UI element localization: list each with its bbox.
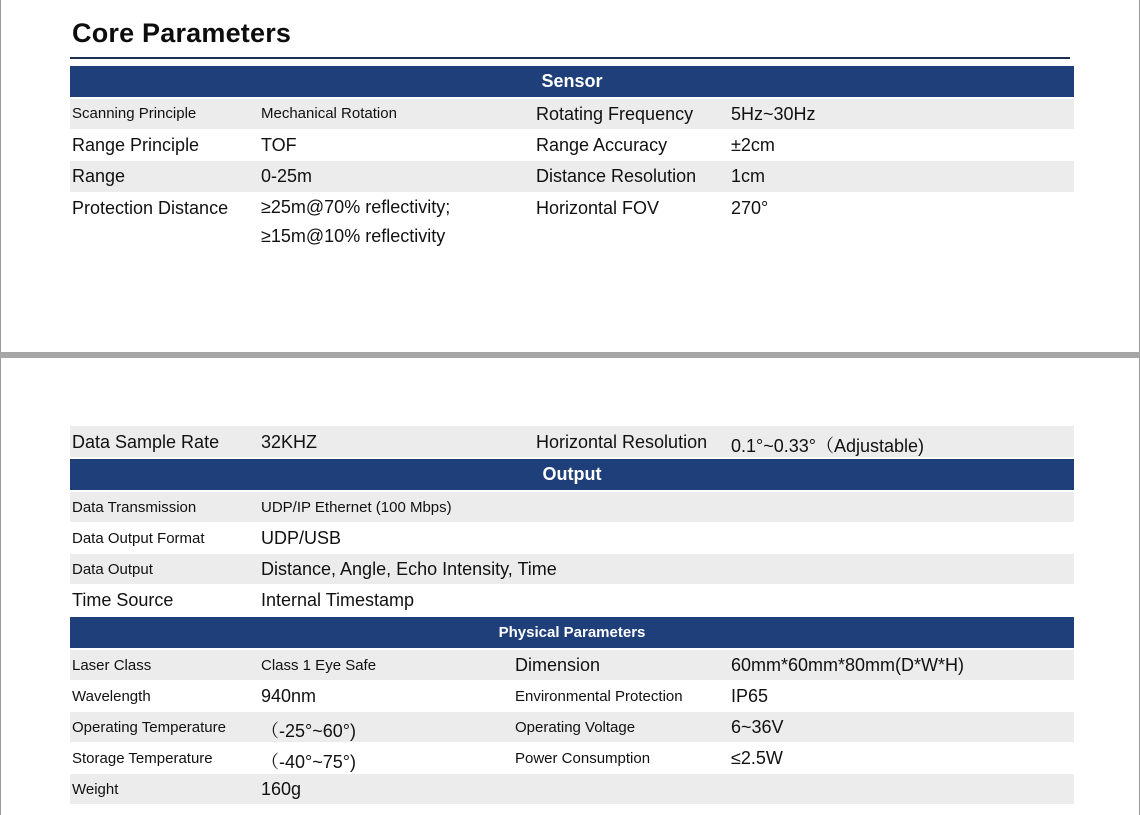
param-value: 6~36V [731,717,784,737]
param-label: Range Accuracy [536,135,668,155]
param-label: Data Output Format [72,530,205,547]
param-label: Horizontal FOV [536,198,660,218]
param-value: （-25°~60°) [261,721,356,741]
table-row [70,161,1074,192]
title-underline [70,57,1070,59]
param-value: Mechanical Rotation [261,105,397,122]
physical-section-header [70,617,1074,648]
param-label: Storage Temperature [72,750,213,767]
param-label: Operating Temperature [72,719,226,736]
table-row [70,523,1074,553]
table-row [70,585,1074,615]
param-value: （-40°~75°) [261,752,356,772]
table-row [70,774,1074,804]
param-label: Wavelength [72,688,151,705]
param-label: Distance Resolution [536,166,697,186]
sensor-section-header [70,66,1074,97]
table-row [70,650,1074,680]
table-row [70,426,1074,457]
param-label: Time Source [72,590,174,610]
param-value: 160g [261,779,302,799]
param-label: Environmental Protection [515,688,683,705]
param-value: 270° [731,198,769,218]
output-header-label: Output [542,464,602,484]
param-value: Distance, Angle, Echo Intensity, Time [261,559,557,579]
param-value: TOF [261,135,297,155]
param-label: Range Principle [72,135,200,155]
param-value: 0-25m [261,166,313,186]
param-label: Range [72,166,126,186]
param-value: 60mm*60mm*80mm(D*W*H) [731,655,965,675]
table-row [70,554,1074,584]
table-row [70,99,1074,129]
param-label: Data Transmission [72,499,197,516]
param-value-line-1: ≥25m@70% reflectivity; [261,197,451,217]
document-page-2 [0,358,1140,815]
param-value: 940nm [261,686,317,706]
param-label: Operating Voltage [515,719,636,736]
param-value: 5Hz~30Hz [731,104,816,124]
param-label: Protection Distance [72,198,229,218]
table-row [70,130,1074,160]
sensor-header-label: Sensor [541,71,603,91]
param-label: Laser Class [72,657,152,674]
physical-header-label: Physical Parameters [498,624,646,641]
param-label: Data Output [72,561,153,578]
page-title: Core Parameters [72,18,292,48]
table-row [70,712,1074,742]
table-row [70,681,1074,711]
output-section-header [70,459,1074,490]
document-page-1 [0,0,1140,352]
param-value: Internal Timestamp [261,590,415,610]
param-value: Class 1 Eye Safe [261,657,377,674]
param-value: UDP/USB [261,528,342,548]
param-label: Weight [72,781,119,798]
param-value: UDP/IP Ethernet (100 Mbps) [261,499,452,516]
param-value: ≤2.5W [731,748,783,768]
param-label: Horizontal Resolution [536,432,708,452]
param-label: Data Sample Rate [72,432,220,452]
param-value: ±2cm [731,135,775,155]
table-row [70,743,1074,773]
param-label: Power Consumption [515,750,651,767]
param-label: Rotating Frequency [536,104,694,124]
param-value: 0.1°~0.33°（Adjustable) [731,436,925,456]
table-row [70,492,1074,522]
param-value: IP65 [731,686,769,706]
table-row [70,193,1074,253]
param-value: 1cm [731,166,766,186]
param-label: Dimension [515,655,601,675]
param-label: Scanning Principle [72,105,197,122]
param-value: 32KHZ [261,432,318,452]
param-value-line-2: ≥15m@10% reflectivity [261,226,446,246]
